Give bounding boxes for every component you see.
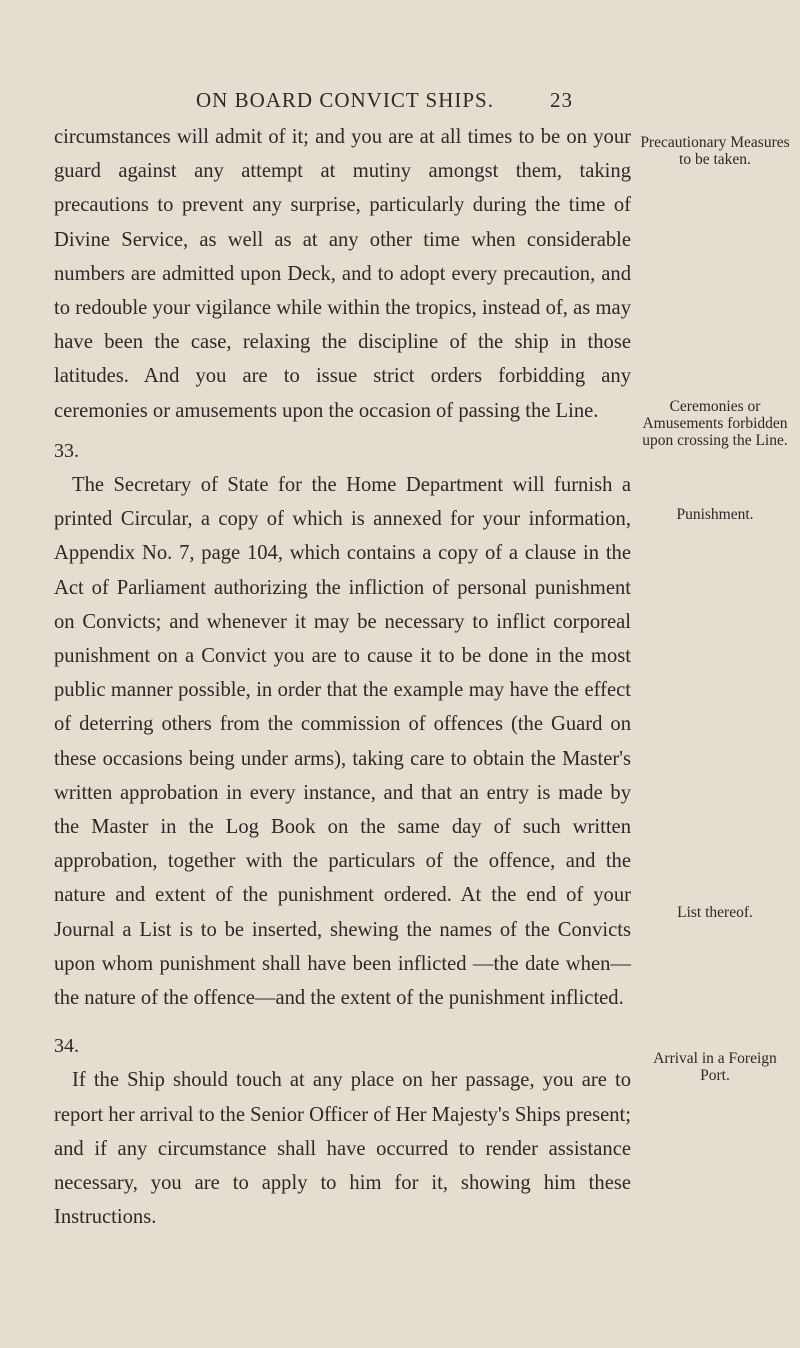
margin-note-punishment: Punishment. <box>676 506 754 523</box>
margin-note-ceremonies: Ceremonies or Amusements forbidden upon crossing the Line. <box>642 398 788 449</box>
paragraph-1: circumstances will admit of it; and you are at all times to be on your guard against any attempt at mutiny amongst them, taking precautions to prevent any surprise, particularly during the time of Divine Service, as well as at any other time when considerable numbers are admitted upon Deck, and to adopt every precaution, and to redouble your vigilance while within the tropics, instead of, as may have been the case, relaxing the discipline of the ship in those latitudes. And you are to issue strict orders forbidding any ceremonies or amusements upon the occasion of passing the Line. <box>54 126 631 422</box>
section-34-text: If the Ship should touch at any place on her passage, you are to report her arrival to the Senior Officer of Her Majesty's Ships present; and if any circumstance shall have occurred to render assistance necessary, you are to apply to him for it, showing him these Instructions. <box>54 1069 631 1229</box>
margin-note-list: List thereof. <box>677 904 753 921</box>
running-title: ON BOARD CONVICT SHIPS. <box>196 88 494 112</box>
margin-note-arrival: Arrival in a Foreign Port. <box>653 1050 777 1084</box>
main-text <box>54 120 631 1235</box>
margin-note-precautionary: Precautionary Measures to be taken. <box>640 134 790 168</box>
section-33-text: The Secretary of State for the Home Department will furnish a printed Circular, a copy of which is annexed for your information, Appendix No. 7, page 104, which contains a copy of a clause in the Act of Parliament authorizing the infliction of personal punishment on Convicts; and whenever it may be necessary to inflict corporeal punishment on a Convict you are to cause it to be done in the most public manner possible, in order that the example may have the effect of deterring others from the commission of offences (the Guard on these occasions being under arms), taking care to obtain the Master's written approbation in every instance, and that an entry is made by the Master in the Log Book on the same day of such written approbation, together with the particulars of the offence, and the nature and extent of the punishment ordered. At the end of your Journal a List is to be inserted, shewing the names of the Convicts upon whom punishment shall have been inflicted —the date when—the nature of the offence—and the extent of the punishment inflicted. <box>54 474 631 1010</box>
section-34-number: 34. <box>54 1035 79 1058</box>
section-33-number: 33. <box>54 439 79 462</box>
page-number: 23 <box>550 88 573 112</box>
